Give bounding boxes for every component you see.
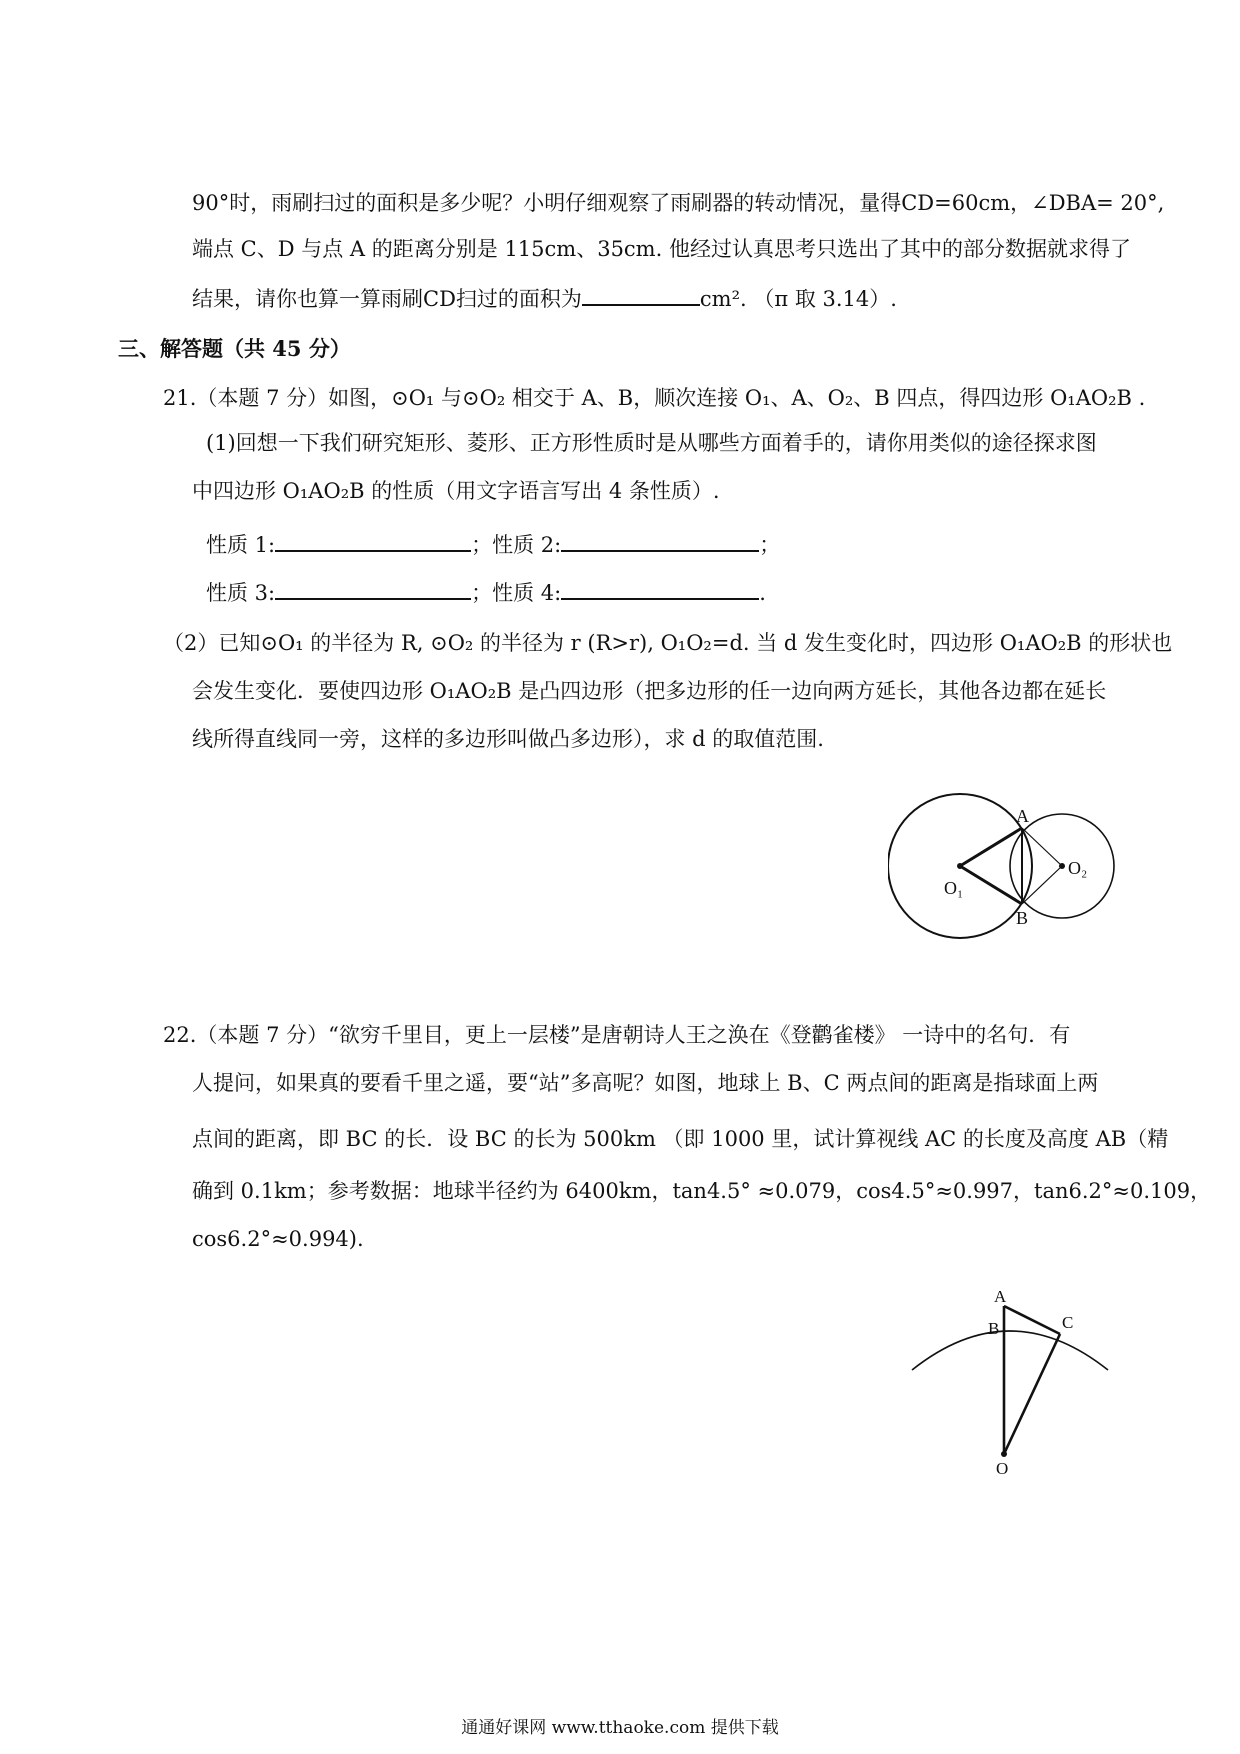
point-o1 — [957, 863, 963, 869]
q21-part1-line-1: (1)回想一下我们研究矩形、菱形、正方形性质时是从哪些方面着手的，请你用类似的途径探求图 — [206, 431, 1097, 455]
q22-line-5: cos6.2°≈0.994). — [192, 1227, 364, 1251]
q20-answer-blank — [582, 282, 700, 306]
q21-part2-line-2: 会发生变化．要使四边形 O₁AO₂B 是凸四边形（把多边形的任一边向两方延长，其他各边都在延长 — [192, 679, 1107, 703]
section-title: 三、解答题（共 45 分） — [118, 336, 351, 361]
label-o: O — [996, 1459, 1009, 1478]
q20-line-1: 90°时，雨刷扫过的面积是多少呢？小明仔细观察了雨刷器的转动情况，量得CD=60cm，∠DBA= 20°, — [192, 191, 1165, 215]
property-2-end: ； — [759, 533, 781, 557]
segment-a-c — [1004, 1306, 1060, 1334]
label-o1: O₁ — [944, 878, 964, 898]
segment-o1-b — [960, 866, 1022, 904]
property-1-blank — [275, 528, 471, 552]
property-1-label: 性质 1: — [206, 533, 276, 557]
q22-line-1: 22.（本题 7 分）“欲穷千里目，更上一层楼”是唐朝诗人王之涣在《登鹳雀楼》 一诗中的名句．有 — [163, 1023, 1071, 1047]
property-3-label: 性质 3: — [206, 581, 276, 605]
q22-line-2: 人提问，如果真的要看千里之遥，要“站”多高呢？如图，地球上 B、C 两点间的距离是指球面上两 — [192, 1071, 1099, 1095]
property-4-end: . — [759, 581, 766, 605]
q21-part1-line-2: 中四边形 O₁AO₂B 的性质（用文字语言写出 4 条性质）. — [192, 479, 720, 503]
property-2-blank — [561, 528, 759, 552]
label-b: B — [1016, 908, 1029, 928]
property-3-blank — [275, 576, 471, 600]
q20-line-3 — [192, 282, 897, 314]
q21-part2-line-1: （2）已知⊙O₁ 的半径为 R, ⊙O₂ 的半径为 r (R>r), O₁O₂=d. 当 d 发生变化时，四边形 O₁AO₂B 的形状也 — [163, 631, 1173, 655]
q20-line-2: 端点 C、D 与点 A 的距离分别是 115cm、35cm. 他经过认真思考只选出了其中的部分数据就求得了 — [192, 237, 1131, 261]
q21-circles-figure — [888, 786, 1128, 946]
segment-o1-a — [960, 828, 1022, 866]
q22-earth-figure — [900, 1282, 1120, 1482]
q21-properties-row-2 — [206, 576, 766, 608]
property-2-label: ；性质 2: — [471, 533, 562, 557]
label-a: A — [994, 1287, 1007, 1306]
q21-properties-row-1 — [206, 528, 780, 560]
q20-line-3-tail: cm². （π 取 3.14）. — [699, 287, 897, 311]
segment-a-o2 — [1022, 828, 1062, 866]
q21-header: 21.（本题 7 分）如图，⊙O₁ 与⊙O₂ 相交于 A、B，顺次连接 O₁、A、O₂、B 四点，得四边形 O₁AO₂B . — [163, 386, 1146, 410]
label-o2: O₂ — [1068, 858, 1088, 878]
label-a: A — [1016, 806, 1029, 826]
point-o2 — [1059, 863, 1065, 869]
q21-part2-line-3: 线所得直线同一旁，这样的多边形叫做凸多边形），求 d 的取值范围. — [192, 727, 824, 751]
earth-arc — [912, 1331, 1108, 1370]
property-4-blank — [561, 576, 759, 600]
label-c: C — [1062, 1313, 1074, 1332]
segment-c-o — [1004, 1334, 1060, 1454]
label-b: B — [988, 1319, 1000, 1338]
property-4-label: ；性质 4: — [471, 581, 562, 605]
q22-line-4: 确到 0.1km；参考数据：地球半径约为 6400km，tan4.5° ≈0.079，cos4.5°≈0.997，tan6.2°≈0.109， — [192, 1179, 1212, 1203]
page-footer: 通通好课网 www.tthaoke.com 提供下载 — [461, 1718, 779, 1738]
q22-line-3: 点间的距离，即 BC 的长．设 BC 的长为 500km （即 1000 里，试计算视线 AC 的长度及高度 AB（精 — [192, 1127, 1169, 1151]
point-o — [1001, 1451, 1007, 1457]
q20-line-3-text: 结果，请你也算一算雨刷CD扫过的面积为 — [192, 287, 582, 311]
segment-b-o2 — [1022, 866, 1062, 904]
